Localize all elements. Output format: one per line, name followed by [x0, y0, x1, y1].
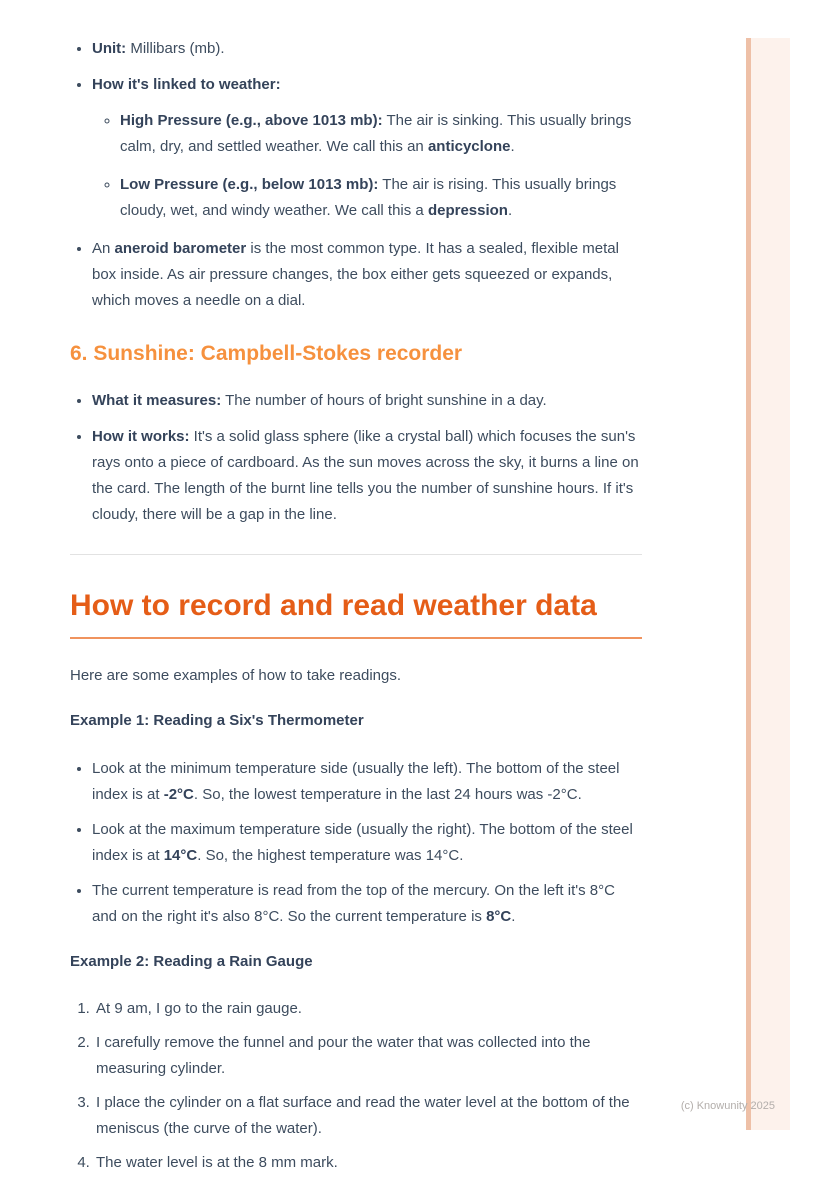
list-item: 1. At 9 am, I go to the rain gauge. — [94, 996, 642, 1022]
sunshine-bullet-list — [70, 388, 642, 528]
list-item — [92, 72, 642, 224]
example2-heading: Example 2: Reading a Rain Gauge — [70, 953, 313, 970]
section-heading-sunshine: 6. Sunshine: Campbell-Stokes recorder — [70, 342, 463, 365]
page-edge-stripe — [746, 38, 790, 1130]
pressure-bullet-list — [70, 36, 642, 314]
list-item-text: How it's linked to weather: — [92, 76, 281, 93]
copyright-text: (c) Knowunity 2025 — [680, 1100, 775, 1112]
list-item: • Look at the maximum temperature side (usually the right). The bottom of the steel index is at 14°C. So, the highest temperature was 14°C. — [92, 817, 642, 869]
list-item: • How it works: It's a solid glass sphere (like a crystal ball) which focuses the sun's rays onto a piece of cardboard. As the sun moves across the sky, it burns a line on the card. The length of the burnt line tells you the number of sunshine hours. If it's cloudy, there will be a gap in the line. — [92, 424, 642, 528]
section-divider — [70, 554, 642, 555]
list-item: ◦ Low Pressure (e.g., below 1013 mb): The air is rising. This usually brings cloudy, wet, and windy weather. We call this a depression. — [120, 172, 642, 224]
list-item: ◦ High Pressure (e.g., above 1013 mb): The air is sinking. This usually brings calm, dry, and settled weather. We call this an anticyclone. — [120, 108, 642, 160]
page-title: How to record and read weather data — [70, 587, 642, 639]
list-item: • What it measures: The number of hours of bright sunshine in a day. — [92, 388, 642, 414]
intro-paragraph: Here are some examples of how to take readings. — [70, 667, 402, 684]
list-item: 2. I carefully remove the funnel and pour the water that was collected into the measuring cylinder. — [94, 1030, 642, 1082]
list-item: 4. The water level is at the 8 mm mark. — [94, 1150, 642, 1176]
list-item: • Look at the minimum temperature side (usually the left). The bottom of the steel index is at -2°C. So, the lowest temperature in the last 24 hours was -2°C. — [92, 756, 642, 808]
list-item: • An aneroid barometer is the most common type. It has a sealed, flexible metal box inside. As air pressure changes, the box either gets squeezed or expands, which moves a needle on a dial. — [92, 236, 642, 314]
thermometer-bullet-list — [70, 756, 642, 930]
list-item: • Unit: Millibars (mb). — [92, 36, 642, 62]
document-content — [70, 0, 642, 1184]
pressure-sub-list — [92, 108, 642, 224]
example1-heading: Example 1: Reading a Six's Thermometer — [70, 712, 364, 729]
list-item: 3. I place the cylinder on a flat surface and read the water level at the bottom of the meniscus (the curve of the water). — [94, 1090, 642, 1142]
rain-gauge-steps-list — [70, 996, 642, 1176]
list-item: • The current temperature is read from the top of the mercury. On the left it's 8°C and on the right it's also 8°C. So the current temperature is 8°C. — [92, 878, 642, 930]
